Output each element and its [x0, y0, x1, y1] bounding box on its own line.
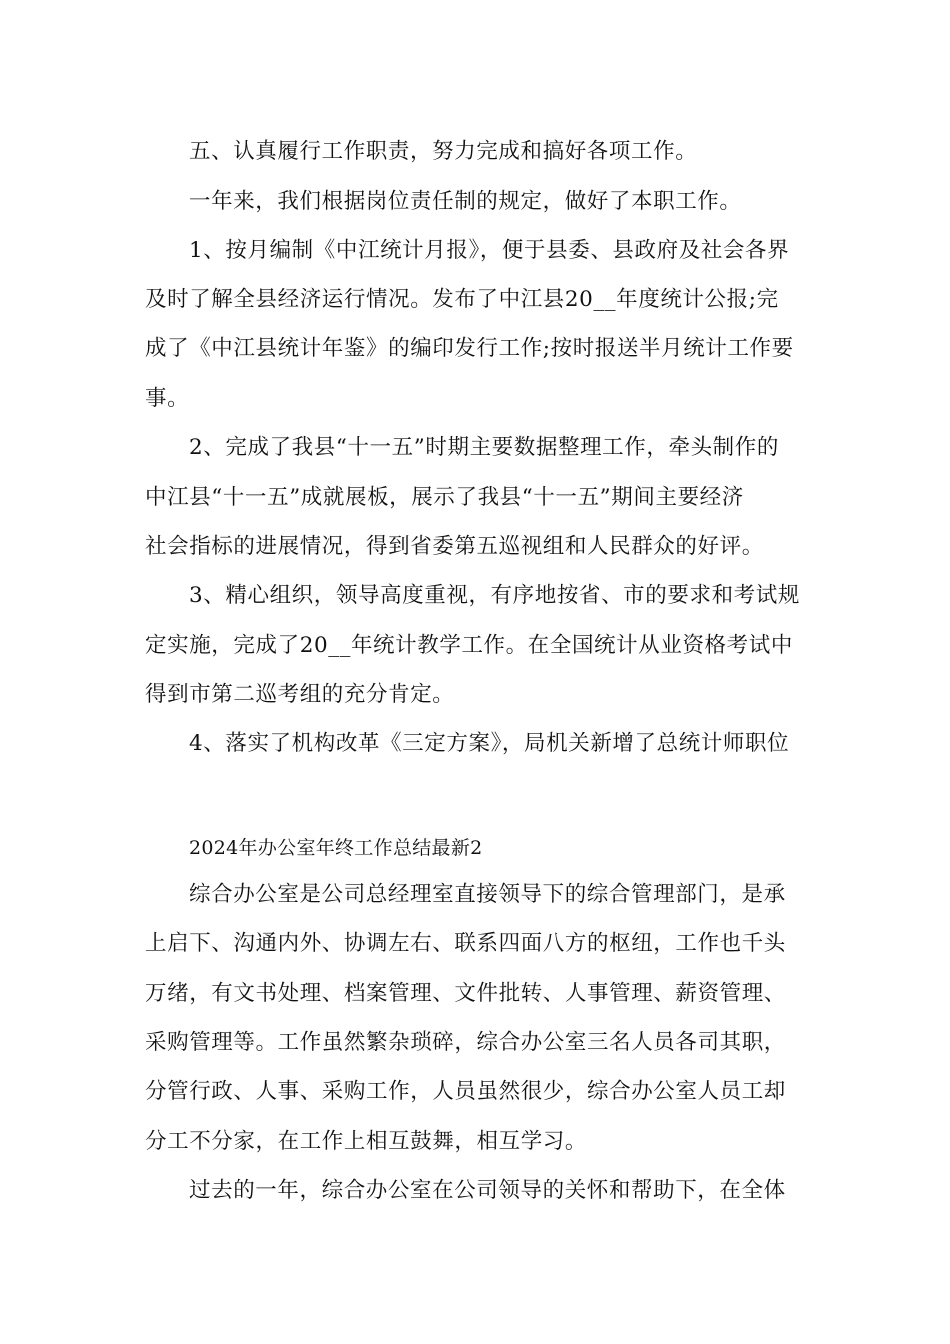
paragraph-heading-five: 五、认真履行工作职责，努力完成和搞好各项工作。: [189, 139, 698, 164]
section-subtitle: 2024年办公室年终工作总结最新2: [189, 837, 483, 859]
paragraph-line: 分管行政、人事、采购工作，人员虽然很少，综合办公室人员工却: [145, 1079, 786, 1104]
paragraph-line: 事。: [145, 386, 190, 411]
paragraph-line: 2、完成了我县“十一五”时期主要数据整理工作，牵头制作的: [189, 435, 779, 460]
paragraph-line: 定实施，完成了20__年统计教学工作。在全国统计从业资格考试中: [145, 633, 793, 658]
paragraph-line: 4、落实了机构改革《三定方案》，局机关新增了总统计师职位: [189, 731, 790, 756]
paragraph-line: 社会指标的进展情况，得到省委第五巡视组和人民群众的好评。: [145, 534, 764, 559]
paragraph-line: 1、按月编制《中江统计月报》，便于县委、县政府及社会各界: [189, 238, 790, 263]
paragraph-line: 中江县“十一五”成就展板，展示了我县“十一五”期间主要经济: [145, 485, 744, 510]
paragraph-line: 综合办公室是公司总经理室直接领导下的综合管理部门，是承: [189, 882, 786, 907]
paragraph-line: 成了《中江县统计年鉴》的编印发行工作;按时报送半月统计工作要: [145, 336, 794, 361]
paragraph-line: 得到市第二巡考组的充分肯定。: [145, 682, 455, 707]
paragraph-line: 分工不分家，在工作上相互鼓舞，相互学习。: [145, 1129, 588, 1154]
paragraph-line: 及时了解全县经济运行情况。发布了中江县20__年度统计公报;完: [145, 287, 779, 312]
paragraph-line: 采购管理等。工作虽然繁杂琐碎，综合办公室三名人员各司其职，: [145, 1030, 786, 1055]
paragraph-line: 一年来，我们根据岗位责任制的规定，做好了本职工作。: [189, 189, 742, 214]
paragraph-line: 过去的一年，综合办公室在公司领导的关怀和帮助下，在全体: [189, 1178, 786, 1203]
paragraph-line: 万绪，有文书处理、档案管理、文件批转、人事管理、薪资管理、: [145, 981, 786, 1006]
paragraph-line: 3、精心组织，领导高度重视，有序地按省、市的要求和考试规: [189, 583, 800, 608]
paragraph-line: 上启下、沟通内外、协调左右、联系四面八方的枢纽，工作也千头: [145, 931, 786, 956]
